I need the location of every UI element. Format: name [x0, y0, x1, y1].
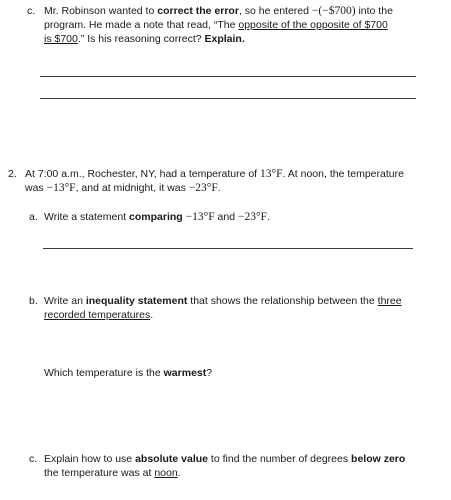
part-letter: a.: [29, 211, 38, 223]
part-letter: c.: [27, 5, 36, 17]
part-c-line-1: Mr. Robinson wanted to correct the error, so he entered −(−$700) into the: [44, 5, 393, 17]
answer-line[interactable]: [40, 76, 416, 77]
part-2c-line-1: Explain how to use absolute value to find the number of degrees below zero: [44, 453, 406, 465]
part-c-line-3: is $700.” Is his reasoning correct? Explain.: [44, 33, 245, 45]
answer-line[interactable]: [43, 248, 413, 249]
part-letter: b.: [29, 295, 38, 307]
part-letter: c.: [29, 453, 38, 465]
question-2-line-2: was −13°F, and at midnight, it was −23°F.: [25, 182, 221, 194]
answer-line[interactable]: [40, 98, 416, 99]
part-2a-text: Write a statement comparing −13°F and −23°F.: [44, 211, 270, 223]
part-2b-line-1: Write an inequality statement that shows the relationship between the three: [44, 295, 402, 307]
question-number: 2.: [8, 168, 17, 180]
question-2-line-1: At 7:00 a.m., Rochester, NY, had a temperature of 13°F. At noon, the temperature: [25, 168, 404, 180]
warmest-question: Which temperature is the warmest?: [44, 367, 213, 379]
part-2b-line-2: recorded temperatures.: [44, 309, 154, 321]
part-c-line-2: program. He made a note that read, “The opposite of the opposite of $700: [44, 19, 388, 31]
part-2c-line-2: the temperature was at noon.: [44, 467, 181, 479]
